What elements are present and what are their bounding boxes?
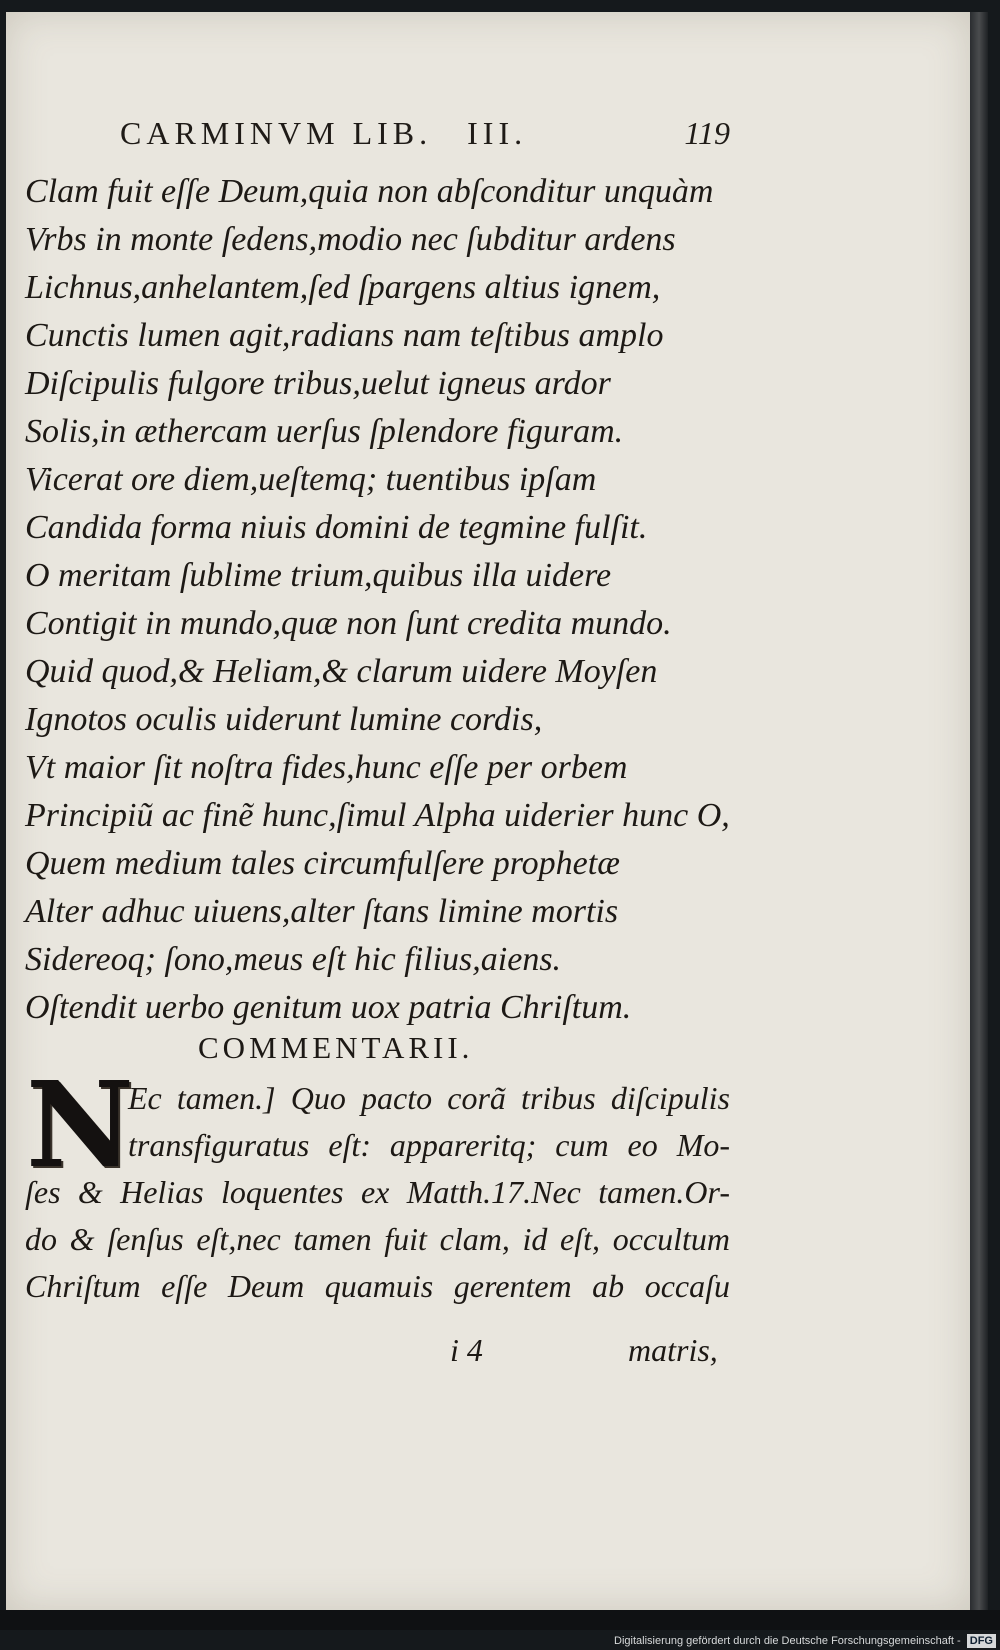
poem-line: Sidereoq; ſono,meus eſt hic filius,aiens.: [25, 941, 562, 978]
drop-cap: N: [26, 1055, 134, 1194]
poem-line: Principiũ ac finẽ hunc,ſimul Alpha uiderier hunc O,: [25, 797, 730, 834]
poem-line: Vrbs in monte ſedens,modio nec ſubditur ardens: [25, 221, 676, 258]
poem-line: Lichnus,anhelantem,ſed ſpargens altius ignem,: [25, 269, 661, 306]
poem-line: Quid quod,& Heliam,& clarum uidere Moyſen: [25, 653, 658, 690]
poem-line: Diſcipulis fulgore tribus,uelut igneus ardor: [25, 365, 611, 402]
poem-line: Solis,in æthercam uerſus ſplendore figuram.: [25, 413, 624, 450]
commentary-line: do & ſenſus eſt,nec tamen fuit clam, id eſt, occultum: [25, 1221, 730, 1257]
commentary-heading: COMMENTARII.: [198, 1030, 474, 1065]
catchword: matris,: [628, 1332, 718, 1368]
page-edge-shadow: [970, 12, 988, 1610]
poem-line: Contigit in mundo,quæ non ſunt credita mundo.: [25, 605, 672, 642]
poem-line: Candida forma niuis domini de tegmine fulſit.: [25, 509, 648, 546]
commentary-line: transfiguratus eſt: appareritq; cum eo Mo-: [128, 1127, 730, 1163]
poem-line: O meritam ſublime trium,quibus illa uidere: [25, 557, 612, 594]
book-number: III.: [467, 115, 528, 151]
poem-block: [25, 168, 730, 1032]
page-number: 119: [684, 115, 730, 151]
commentary-line: ſes & Helias loquentes ex Matth.17.Nec tamen.Or-: [25, 1174, 730, 1210]
scan-border: [0, 1610, 1000, 1630]
credit-text: Digitalisierung gefördert durch die Deutsche Forschungsgemeinschaft -: [614, 1635, 961, 1647]
running-header: [120, 115, 730, 152]
poem-line: Oſtendit uerbo genitum uox patria Chriſtum.: [25, 989, 632, 1026]
commentary-line: Chriſtum eſſe Deum quamuis gerentem ab occaſu: [25, 1268, 730, 1304]
poem-line: Quem medium tales circumfulſere prophetæ: [25, 845, 620, 882]
poem-line: Vt maior ſit noſtra fides,hunc eſſe per orbem: [25, 749, 628, 786]
commentary-line: Ec tamen.] Quo pacto corã tribus diſcipulis: [128, 1080, 730, 1116]
poem-line: Cunctis lumen agit,radians nam teſtibus amplo: [25, 317, 664, 354]
dfg-logo: DFG: [967, 1634, 996, 1648]
poem-line: Alter adhuc uiuens,alter ſtans limine mortis: [25, 893, 619, 930]
poem-line: Vicerat ore diem,ueſtemq; tuentibus ipſam: [25, 461, 597, 498]
poem-line: Clam fuit eſſe Deum,quia non abſconditur unquàm: [25, 173, 714, 210]
poem-line: Ignotos oculis uiderunt lumine cordis,: [25, 701, 543, 738]
running-title: CARMINVM LIB.: [120, 115, 433, 151]
digitization-credit: [614, 1632, 996, 1650]
commentary-block: [25, 1055, 730, 1310]
signature-mark: i 4: [450, 1332, 483, 1368]
